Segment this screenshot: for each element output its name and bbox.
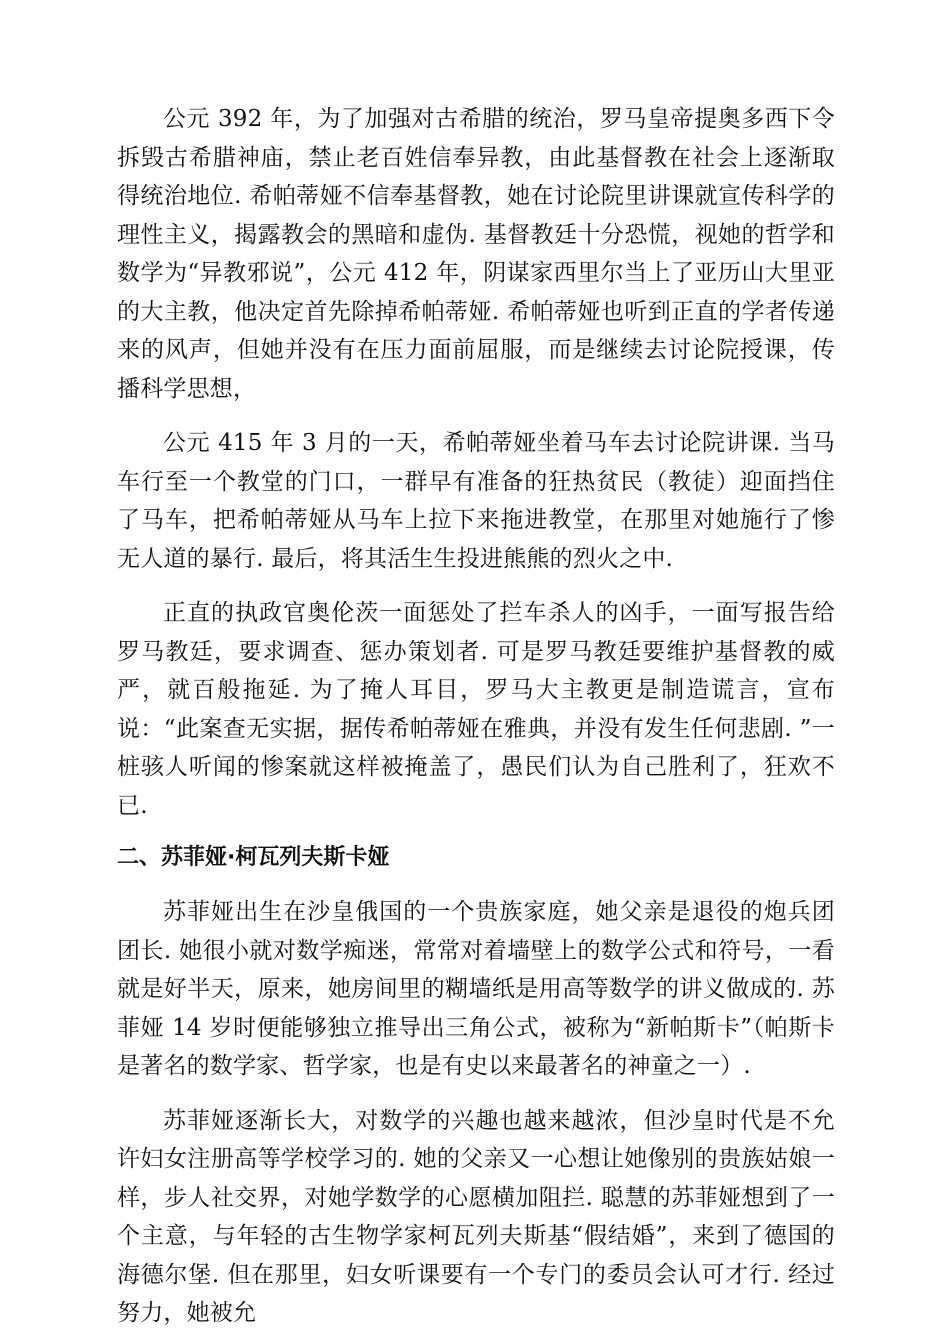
paragraph-sofia-childhood: 苏菲娅出生在沙皇俄国的一个贵族家庭，她父亲是退役的炮兵团团长. 她很小就对数学痴迷，常常对着墙壁上的数学公式和符号，一看就是好半天，原来，她房间里的糊墙纸是用高等数学的讲义做成的. 苏菲娅 14 岁时便能够独立推导出三角公式，被称为“新帕斯卡”（帕斯卡是著名的数学家、哲学家，也是有史以来最著名的神童之一）. — [117, 899, 835, 1079]
paragraph-sofia-education: 苏菲娅逐渐长大，对数学的兴趣也越来越浓，但沙皇时代是不允许妇女注册高等学校学习的. 她的父亲又一心想让她像别的贵族姑娘一样，步人社交界，对她学数学的心愿横加阻拦. 聪慧的苏菲娅想到了一个主意，与年轻的古生物学家柯瓦列夫斯基“假结婚”，来到了德国的海德尔堡. 但在那里，妇女听课要有一个专门的委员会认可才行. 经过努力，她被允 — [117, 1107, 835, 1326]
paragraph-hypatia-persecution: 公元 392 年，为了加强对古希腊的统治，罗马皇帝提奥多西下令拆毁古希腊神庙，禁止老百姓信奉异教，由此基督教在社会上逐渐取得统治地位. 希帕蒂娅不信奉基督教，她在讨论院里讲课就宣传科学的理性主义，揭露教会的黑暗和虚伪. 基督教廷十分恐慌，视她的哲学和数学为“异教邪说”，公元 412 年，阴谋家西里尔当上了亚历山大里亚的大主教，他决定首先除掉希帕蒂娅. 希帕蒂娅也听到正直的学者传递来的风声，但她并没有在压力面前屈服，而是继续去讨论院授课，传播科学思想， — [117, 106, 835, 402]
paragraph-hypatia-death: 公元 415 年 3 月的一天，希帕蒂娅坐着马车去讨论院讲课. 当马车行至一个教堂的门口，一群早有准备的狂热贫民（教徒）迎面挡住了马车，把希帕蒂娅从马车上拉下来拖进教堂，在那里对她施行了惨无人道的暴行. 最后，将其活生生投进熊熊的烈火之中. — [117, 430, 835, 572]
paragraph-cover-up: 正直的执政官奥伦茨一面惩处了拦车杀人的凶手，一面写报告给罗马教廷，要求调查、惩办策划者. 可是罗马教廷要维护基督教的威严，就百般拖延. 为了掩人耳目，罗马大主教更是制造谎言，宣布说：“此案查无实据，据传希帕蒂娅在雅典，并没有发生任何悲剧. ”一桩骇人听闻的惨案就这样被掩盖了，愚民们认为自己胜利了，狂欢不已. — [117, 600, 835, 819]
document-page — [117, 100, 835, 1333]
section-heading-sofia: 二、苏菲娅·柯瓦列夫斯卡娅 — [117, 845, 390, 870]
